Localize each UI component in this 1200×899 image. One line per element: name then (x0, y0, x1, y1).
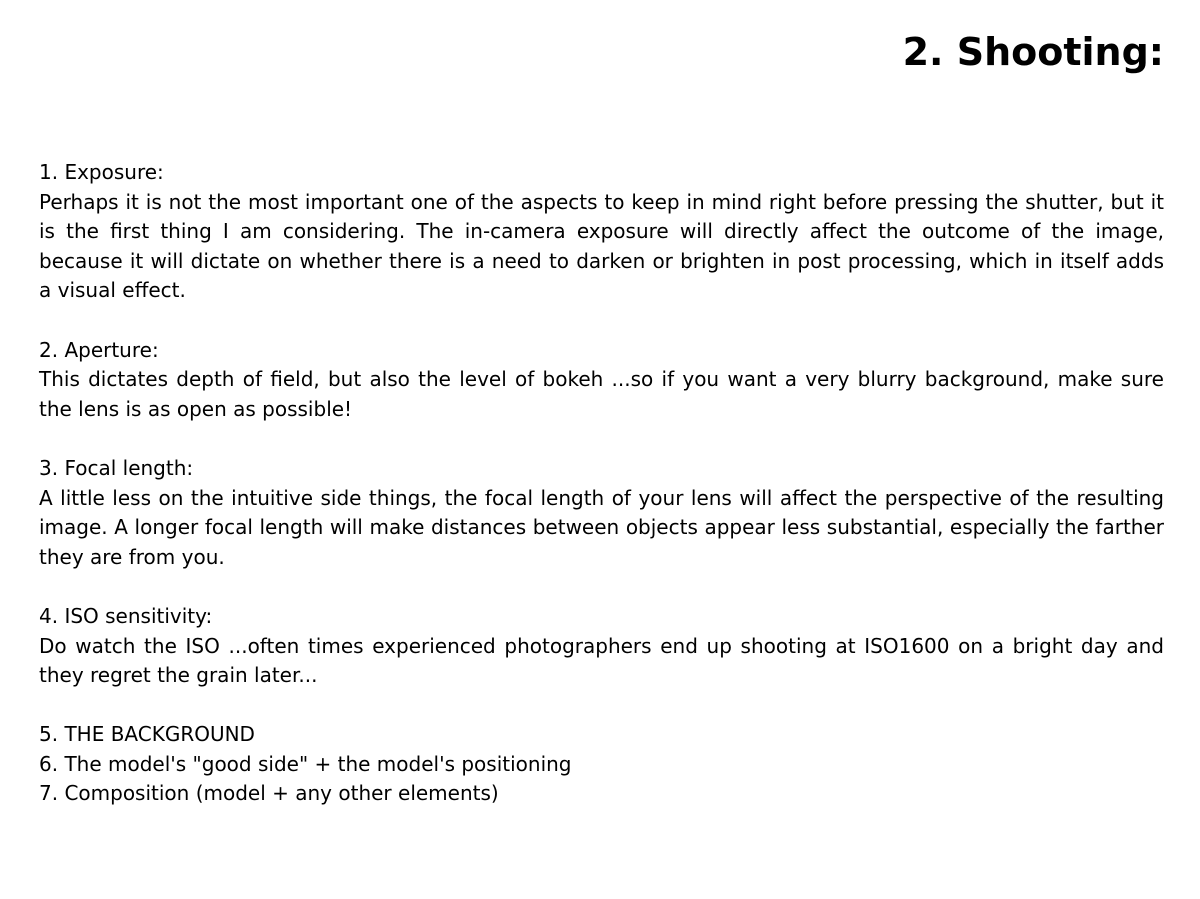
extra-items-list (39, 720, 1164, 809)
section-body: Perhaps it is not the most important one of the aspects to keep in mind right before pressing the shutter, but it is the first thing I am considering. The in-camera exposure will directly affect the outcome of the image, because it will dictate on whether there is a need to darken or brighten in post processing, which in itself adds a visual effect. (39, 189, 1164, 303)
section-heading: 1. Exposure: (39, 160, 164, 184)
document-body (39, 158, 1164, 809)
list-item: 5. THE BACKGROUND (39, 722, 255, 747)
page-title: 2. Shooting: (902, 30, 1164, 74)
list-item: 6. The model's "good side" + the model's positioning (39, 751, 572, 776)
section-iso-sensitivity (39, 602, 1164, 691)
section-heading: 4. ISO sensitivity: (39, 603, 213, 628)
section-body: A little less on the intuitive side things, the focal length of your lens will affect the perspective of the resulting image. A longer focal length will make distances between objects appear less substantial, especially the farther they are from you. (39, 485, 1164, 569)
section-body: This dictates depth of field, but also the level of bokeh ...so if you want a very blurry background, make sure the lens is as open as possible! (39, 367, 1164, 421)
section-heading: 2. Aperture: (39, 337, 159, 362)
section-aperture (39, 336, 1164, 425)
section-exposure (39, 158, 1164, 306)
section-body: Do watch the ISO ...often times experienced photographers end up shooting at ISO1600 on a bright day and they regret the grain later... (39, 633, 1164, 688)
section-focal-length (39, 454, 1164, 572)
list-item: 7. Composition (model + any other elements) (39, 781, 499, 806)
section-heading: 3. Focal length: (39, 455, 194, 480)
